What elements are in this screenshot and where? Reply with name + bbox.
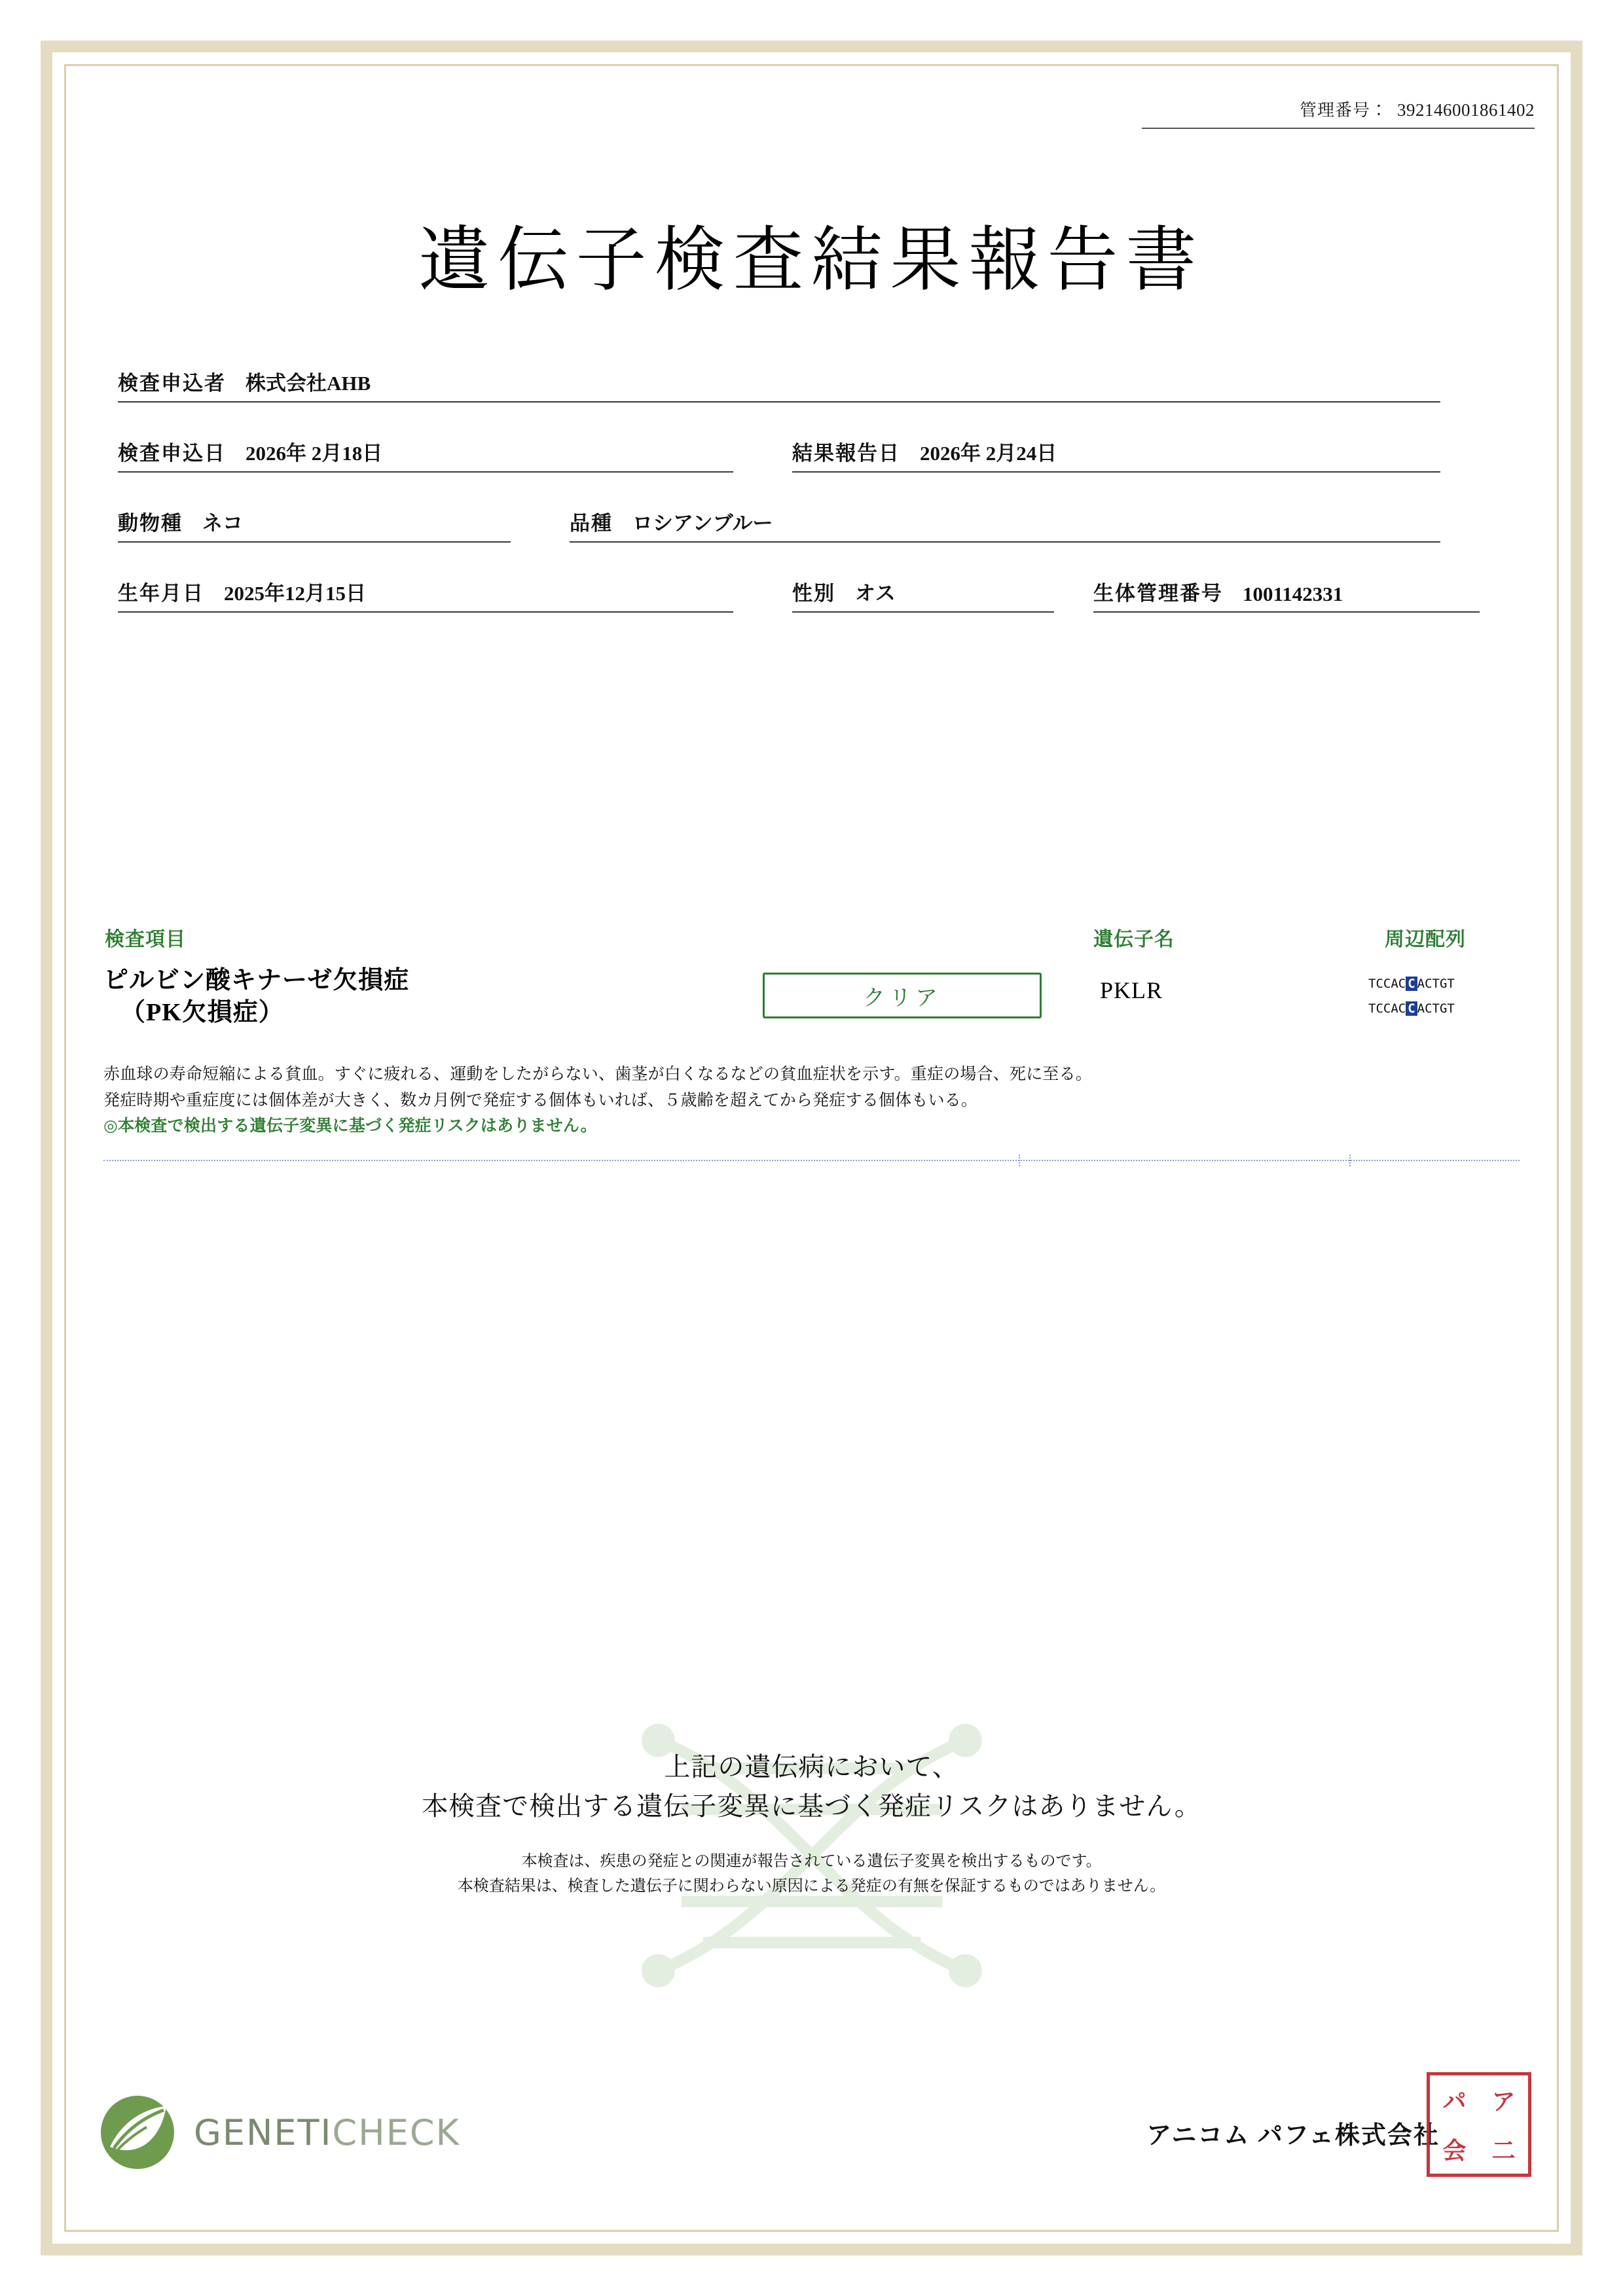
test-item-name: [103, 965, 409, 1028]
flanking-sequence-block: [1368, 971, 1455, 1021]
sequence-prefix: TCCAC: [1368, 977, 1406, 991]
control-number-label: 管理番号：: [1299, 101, 1388, 120]
report-date-value: 2026年 2月24日: [920, 442, 1057, 465]
field-report-date: [792, 437, 1440, 473]
sequence-row: [1368, 971, 1455, 996]
judgement-text: クリア: [863, 986, 941, 1011]
page-title: 遺伝子検査結果報告書: [418, 219, 1205, 301]
seal-char: 会: [1442, 2137, 1467, 2164]
species-label: 動物種: [118, 512, 183, 535]
info-row-dates: [118, 437, 1512, 473]
info-block: [118, 367, 1512, 647]
test-item-name-line2: （PK欠損症）: [120, 998, 284, 1026]
birth-date-value: 2025年12月15日: [224, 582, 366, 605]
description-risk-note: ◎本検査で検出する遺伝子変異に基づく発症リスクはありません。: [103, 1117, 597, 1135]
result-section: [85, 923, 1538, 1135]
report-date-label: 結果報告日: [792, 442, 900, 465]
seal-char: 二: [1491, 2137, 1516, 2164]
header-gene-name: 遺伝子名: [1093, 929, 1175, 950]
info-row-applicant: [118, 367, 1512, 403]
field-sex: [792, 577, 1054, 613]
field-animal-id: [1093, 577, 1480, 613]
species-value: ネコ: [202, 512, 243, 535]
description-line-1: 赤血球の寿命短縮による貧血。すぐに疲れる、運動をしたがらない、歯茎が白くなるなどの貧血症状を示す。重症の場合、死に至る。: [103, 1066, 1093, 1083]
field-applicant: [118, 367, 1440, 403]
birth-date-label: 生年月日: [118, 582, 204, 605]
applicant-label: 検査申込者: [118, 372, 226, 395]
geneticheck-logo: [98, 2093, 460, 2172]
sequence-highlight: C: [1406, 1001, 1417, 1016]
judgement-badge: [763, 973, 1042, 1018]
sequence-suffix: ACTGT: [1417, 1001, 1455, 1016]
leaf-logo-icon: [98, 2093, 177, 2172]
sex-value: オス: [855, 582, 896, 605]
control-number: [1142, 97, 1535, 129]
disease-description: [103, 1062, 1525, 1139]
logo-text-part-2: CHECK: [332, 2111, 460, 2153]
apply-date-label: 検査申込日: [118, 442, 226, 465]
page-content: [85, 85, 1538, 2211]
logo-text: [194, 2112, 460, 2153]
info-row-birth: [118, 577, 1512, 613]
field-birth-date: [118, 577, 733, 613]
header-test-item: 検査項目: [105, 929, 186, 950]
seal-char: パ: [1442, 2088, 1467, 2115]
footer: [85, 2047, 1538, 2185]
breed-label: 品種: [570, 512, 613, 535]
field-species: [118, 507, 511, 543]
test-item-name-line1: ピルビン酸キナーゼ欠損症: [103, 967, 410, 994]
apply-date-value: 2026年 2月18日: [246, 442, 383, 465]
field-apply-date: [118, 437, 733, 473]
conclusion-line-1: 上記の遺伝病において、: [664, 1752, 959, 1782]
header-flanking-sequence: 周辺配列: [1385, 929, 1466, 950]
conclusion-note-1: 本検査は、疾患の発症との関連が報告されている遺伝子変異を検出するものです。: [521, 1852, 1102, 1870]
company-seal: [1427, 2072, 1531, 2177]
issuing-company: アニコム パフェ株式会社: [1146, 2122, 1440, 2149]
description-line-2: 発症時期や重症度には個体差が大きく、数カ月例で発症する個体もいれば、５歳齢を超えてから発症する個体もいる。: [103, 1091, 978, 1109]
sequence-suffix: ACTGT: [1417, 977, 1455, 991]
info-row-species: [118, 507, 1512, 543]
conclusion-note-2: 本検査結果は、検査した遺伝子に関わらない原因による発症の有無を保証するものではありません。: [457, 1876, 1166, 1895]
seal-char: ア: [1491, 2088, 1516, 2115]
sequence-prefix: TCCAC: [1368, 1001, 1406, 1016]
result-row: [85, 965, 1538, 1135]
sex-label: 性別: [792, 582, 835, 605]
conclusion-block: [85, 1748, 1538, 1899]
breed-value: ロシアンブルー: [632, 512, 773, 535]
animal-id-label: 生体管理番号: [1093, 582, 1223, 605]
applicant-value: 株式会社AHB: [246, 372, 371, 395]
gene-name-value: PKLR: [1100, 977, 1163, 1003]
conclusion-line-2: 本検査で検出する遺伝子変異に基づく発症リスクはありません。: [422, 1791, 1201, 1821]
result-header-row: [85, 923, 1538, 953]
section-divider: [103, 1160, 1520, 1161]
animal-id-value: 1001142331: [1243, 583, 1343, 605]
logo-text-part-1: GENETI: [194, 2111, 333, 2153]
control-number-value: 392146001861402: [1397, 100, 1535, 120]
sequence-row: [1368, 996, 1455, 1021]
sequence-highlight: C: [1406, 977, 1417, 991]
field-breed: [570, 507, 1440, 543]
